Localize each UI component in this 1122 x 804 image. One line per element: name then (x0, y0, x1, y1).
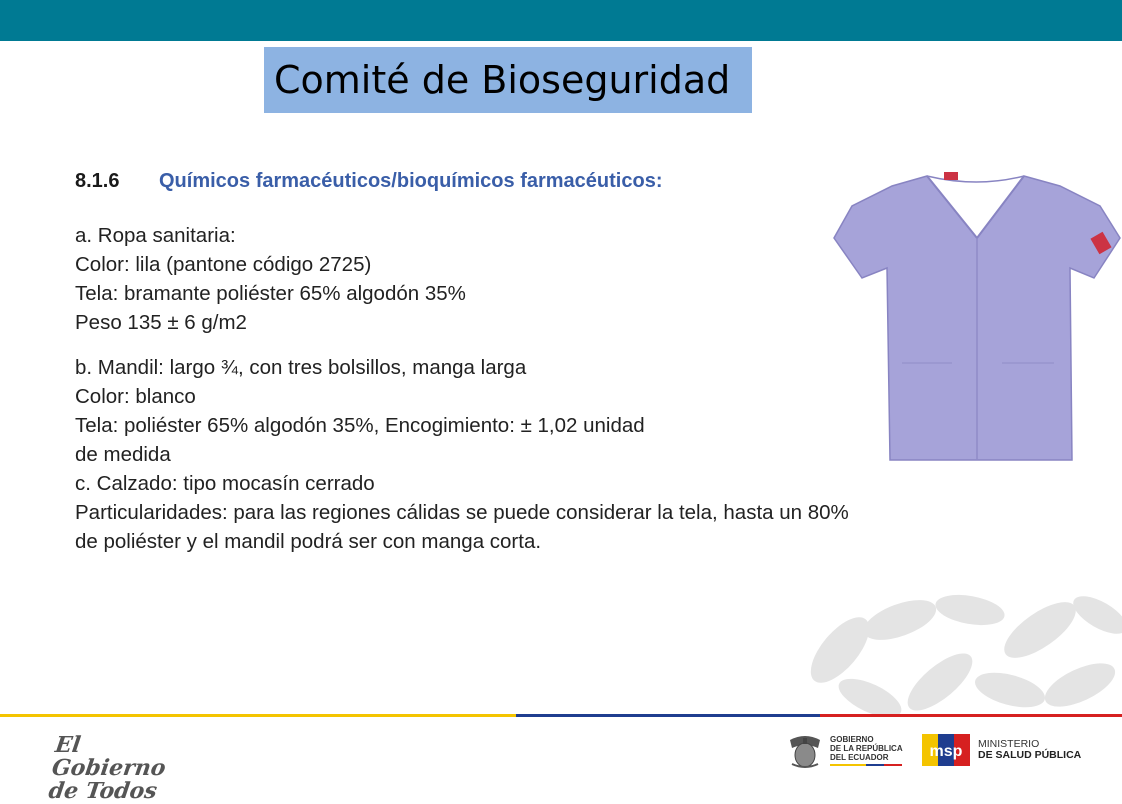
gobierno-ecuador-logo (786, 728, 903, 772)
gov-line: DEL ECUADOR (830, 752, 889, 762)
text-line: Particularidades: para las regiones cálidas se puede considerar la tela, hasta un 80% (75, 501, 849, 524)
gov-line: GOBIERNO (830, 734, 874, 744)
text-line: Color: blanco (75, 385, 196, 408)
text-line: Peso 135 ± 6 g/m2 (75, 311, 247, 334)
gobierno-de-todos-logo (47, 734, 197, 803)
top-banner (0, 0, 1122, 41)
footer-stripe-blue (516, 714, 820, 717)
slogan-line: de Todos (47, 778, 159, 804)
text-line: de medida (75, 443, 171, 466)
footer-stripe-red (820, 714, 1122, 717)
text-line: c. Calzado: tipo mocasín cerrado (75, 472, 375, 495)
gov-line: DE LA REPÚBLICA (830, 743, 903, 753)
text-line: de poliéster y el mandil podrá ser con manga corta. (75, 530, 542, 553)
slide-title (264, 47, 752, 113)
slogan-line: El Gobierno (50, 732, 168, 781)
text-line: Tela: poliéster 65% algodón 35%, Encogimiento: ± 1,02 unidad (75, 414, 645, 437)
decorative-leaves (780, 590, 1122, 714)
msp-line: DE SALUD PÚBLICA (978, 749, 1082, 761)
footer-stripe-yellow (0, 714, 516, 717)
text-line: b. Mandil: largo ¾, con tres bolsillos, manga larga (75, 356, 527, 379)
msp-logo-icon (922, 734, 970, 766)
section-number: 8.1.6 (75, 170, 120, 192)
msp-logo-text: msp (929, 743, 963, 760)
ecuador-flag-bar (830, 764, 902, 766)
ecuador-coat-of-arms-icon (786, 730, 824, 770)
text-line: Tela: bramante poliéster 65% algodón 35% (75, 282, 466, 305)
text-line: a. Ropa sanitaria: (75, 224, 236, 247)
msp-line: MINISTERIO (978, 738, 1040, 750)
ministerio-salud-logo (922, 734, 1081, 766)
text-line: Color: lila (pantone código 2725) (75, 253, 372, 276)
section-heading: Químicos farmacéuticos/bioquímicos farmacéuticos: (159, 170, 663, 192)
lilac-scrub-shirt-image (832, 168, 1122, 468)
slide-title-text: Comité de Bioseguridad (274, 58, 731, 102)
